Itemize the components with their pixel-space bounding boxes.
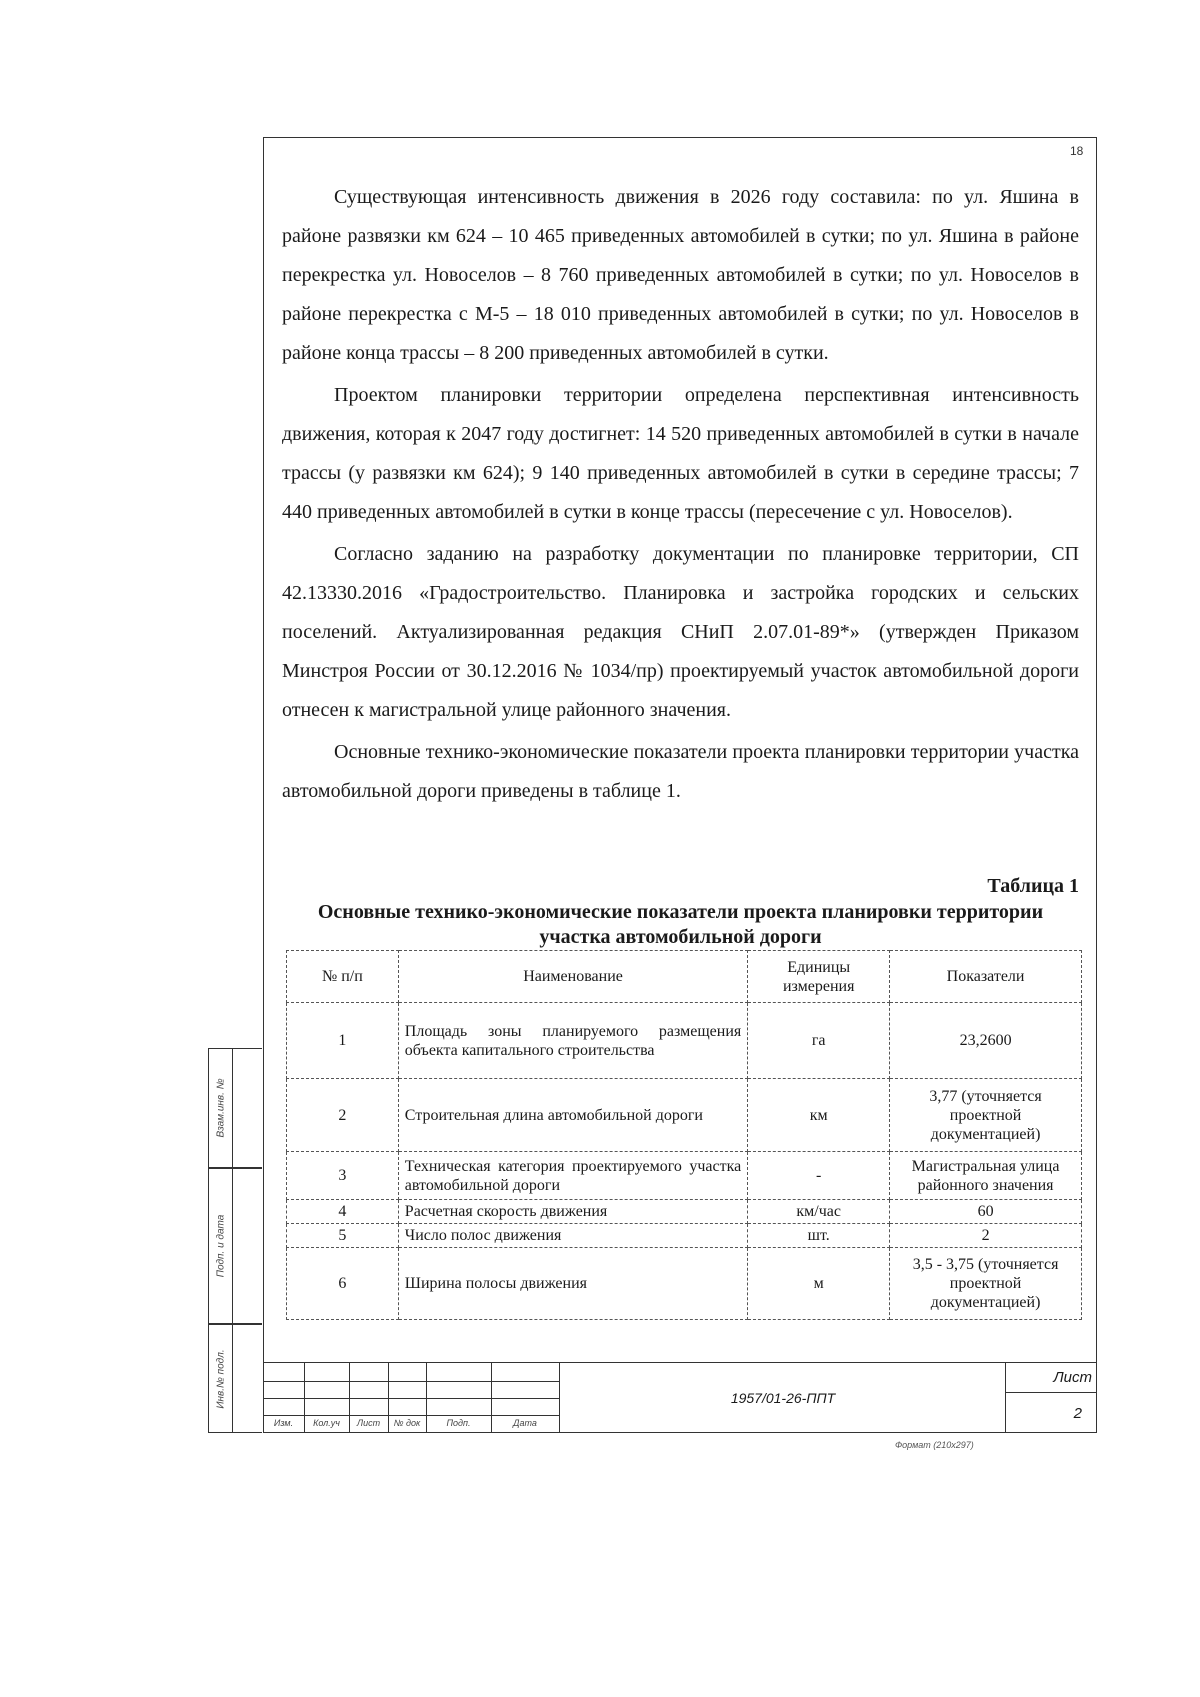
side-field-original-inv xyxy=(208,1324,262,1433)
side-label: Подп. и дата xyxy=(215,1214,226,1278)
stamp-label: Кол.уч xyxy=(313,1418,340,1428)
table-header-row xyxy=(287,951,1082,1003)
table-cell: 3 xyxy=(287,1152,399,1200)
table-cell: 23,2600 xyxy=(890,1003,1082,1079)
table-cell: км xyxy=(748,1079,890,1152)
table-cell: 2 xyxy=(287,1079,399,1152)
table-cell: Техническая категория проектируемого участка автомобильной дороги xyxy=(398,1152,747,1200)
side-label: Взам.инв. № xyxy=(215,1078,226,1138)
header-cell: Единицы измерения xyxy=(748,951,890,1003)
table-cell: - xyxy=(748,1152,890,1200)
indicators-table xyxy=(286,950,1082,1320)
paragraph: Согласно заданию на разработку документации по планировке территории, СП 42.13330.2016 «Градостроительство. Планировка и застройка городских и сельских поселений. Актуализированная редакция СНиП 2.07.01-89*» (утвержден Приказом Минстроя России от 30.12.2016 № 1034/пр) проектируемый участок автомобильной дороги отнесен к магистральной улице районного значения. xyxy=(282,543,1079,721)
table-cell: 5 xyxy=(287,1224,399,1248)
table-cell: га xyxy=(748,1003,890,1079)
table-cell: км/час xyxy=(748,1200,890,1224)
format-note: Формат (210х297) xyxy=(895,1440,974,1450)
table-cell: 4 xyxy=(287,1200,399,1224)
table-cell: Площадь зоны планируемого размещения объекта капитального строительства xyxy=(398,1003,747,1079)
table-cell: Расчетная скорость движения xyxy=(398,1200,747,1224)
title-block xyxy=(263,1362,1097,1433)
document-code: 1957/01-26-ППТ xyxy=(559,1363,1006,1433)
table-row xyxy=(287,1248,1082,1320)
table-row xyxy=(287,1152,1082,1200)
table-number: Таблица 1 xyxy=(987,875,1079,897)
side-field-signature-date xyxy=(208,1168,262,1324)
table-cell: Число полос движения xyxy=(398,1224,747,1248)
stamp-label: Подп. xyxy=(446,1418,471,1428)
body-text xyxy=(282,178,1079,814)
table-cell: шт. xyxy=(748,1224,890,1248)
table-cell: 3,77 (уточняется проектной документацией) xyxy=(890,1079,1082,1152)
title-block-grid xyxy=(263,1363,559,1433)
header-cell: Наименование xyxy=(398,951,747,1003)
sheet-box xyxy=(1005,1363,1096,1433)
stamp-label: Изм. xyxy=(273,1418,294,1428)
table-cell: Строительная длина автомобильной дороги xyxy=(398,1079,747,1152)
paragraph: Основные технико-экономические показатели проекта планировки территории участка автомобильной дороги приведены в таблице 1. xyxy=(282,741,1079,802)
table-cell: 6 xyxy=(287,1248,399,1320)
table-title: Основные технико-экономические показатели проекта планировки территории участка автомобильной дороги xyxy=(317,901,1044,948)
table-row xyxy=(287,1003,1082,1079)
table-cell: Магистральная улица районного значения xyxy=(890,1152,1082,1200)
table-row xyxy=(287,1079,1082,1152)
table-cell: 3,5 - 3,75 (уточняется проектной документацией) xyxy=(890,1248,1082,1320)
table-cell: 2 xyxy=(890,1224,1082,1248)
stamp-label: № док xyxy=(393,1418,421,1428)
side-label: Инв.№ подл. xyxy=(215,1348,226,1409)
paragraph: Проектом планировки территории определена перспективная интенсивность движения, которая к 2047 году достигнет: 14 520 приведенных автомобилей в сутки в начале трассы (у развязки км 624); 9 140 приведенных автомобилей в сутки в середине трассы; 7 440 приведенных автомобилей в сутки в конце трассы (пересечение с ул. Новоселов). xyxy=(282,384,1079,523)
table-row xyxy=(287,1224,1082,1248)
sheet-label: Лист xyxy=(1006,1363,1096,1393)
stamp-label: Лист xyxy=(356,1418,381,1428)
stamp-label: Дата xyxy=(513,1418,537,1428)
table-cell: Ширина полосы движения xyxy=(398,1248,747,1320)
table-cell: 1 xyxy=(287,1003,399,1079)
corner-page-number: 18 xyxy=(1070,144,1084,158)
header-cell: Показатели xyxy=(890,951,1082,1003)
table-row xyxy=(287,1200,1082,1224)
table-cell: 60 xyxy=(890,1200,1082,1224)
table-cell: м xyxy=(748,1248,890,1320)
header-cell: № п/п xyxy=(287,951,399,1003)
sheet-number: 2 xyxy=(1073,1405,1082,1422)
side-field-replacement-inv xyxy=(208,1048,262,1168)
paragraph: Существующая интенсивность движения в 2026 году составила: по ул. Яшина в районе развязки км 624 – 10 465 приведенных автомобилей в сутки; по ул. Яшина в районе перекрестка ул. Новоселов – 8 760 приведенных автомобилей в сутки; по ул. Новоселов в районе перекрестка с М-5 – 18 010 приведенных автомобилей в сутки; по ул. Новоселов в районе конца трассы – 8 200 приведенных автомобилей в сутки. xyxy=(282,186,1079,364)
